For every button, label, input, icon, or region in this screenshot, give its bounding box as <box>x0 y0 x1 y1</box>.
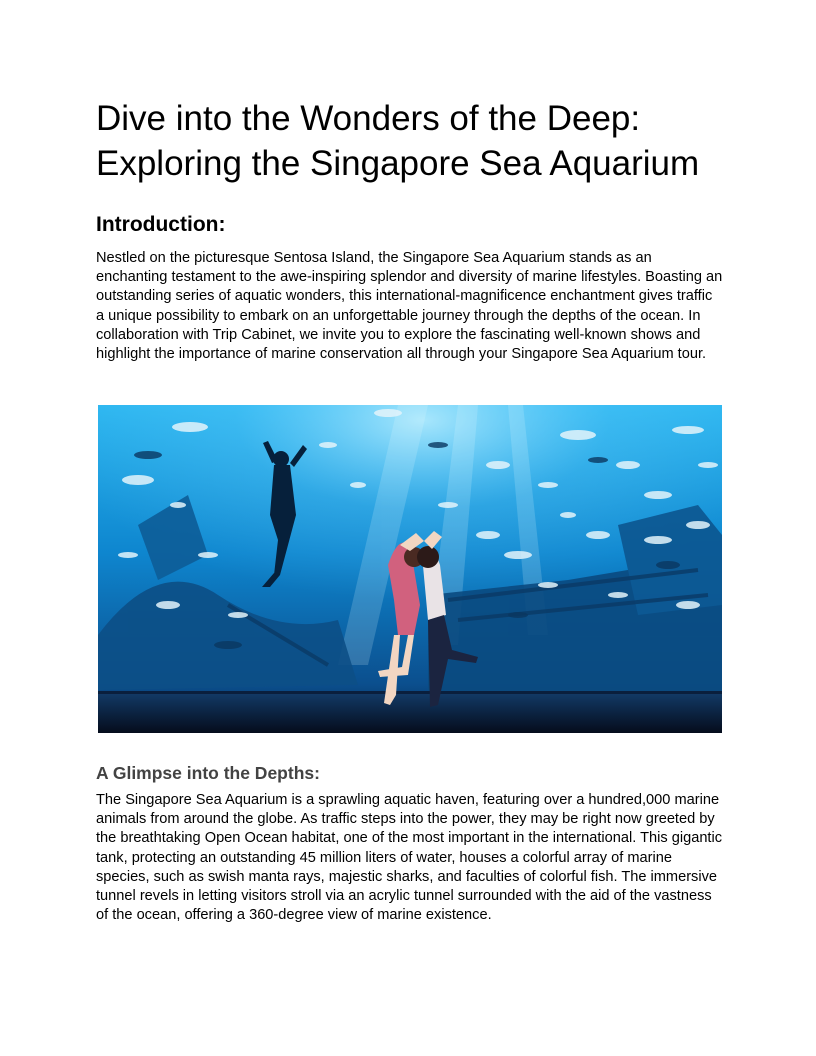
intro-paragraph: Nestled on the picturesque Sentosa Island, the Singapore Sea Aquarium stands as an enchanting testament to the awe-inspiring splendor and diversity of marine lifestyles. Boasting an outstanding series of aquatic wonders, this international-magnificence enchantment gives traffic a unique possibility to embark on an unforgettable journey through the depths of the ocean. In collaboration with Trip Cabinet, we invite you to explore the fascinating well-known shows and highlight the importance of marine conservation all through your Singapore Sea Aquarium tour. <box>96 250 723 363</box>
aquarium-illustration <box>98 405 722 733</box>
glimpse-heading: A Glimpse into the Depths: <box>96 763 320 783</box>
page-title: Dive into the Wonders of the Deep: Exploring the Singapore Sea Aquarium <box>96 99 700 183</box>
intro-heading: Introduction: <box>96 213 226 236</box>
aquarium-photo <box>98 405 722 733</box>
glimpse-paragraph: The Singapore Sea Aquarium is a sprawling aquatic haven, featuring over a hundred,000 marine animals from around the globe. As traffic steps into the power, they may be right now greeted by the breathtaking Open Ocean habitat, one of the most important in the international. This gigantic tank, protecting an outstanding 45 million liters of water, houses a colorful array of marine species, such as swish manta rays, majestic sharks, and faculties of colorful fish. The immersive tunnel revels in letting visitors stroll via an acrylic tunnel surrounded with the aid of the vastness of the ocean, offering a 360-degree view of marine existence. <box>96 792 723 924</box>
